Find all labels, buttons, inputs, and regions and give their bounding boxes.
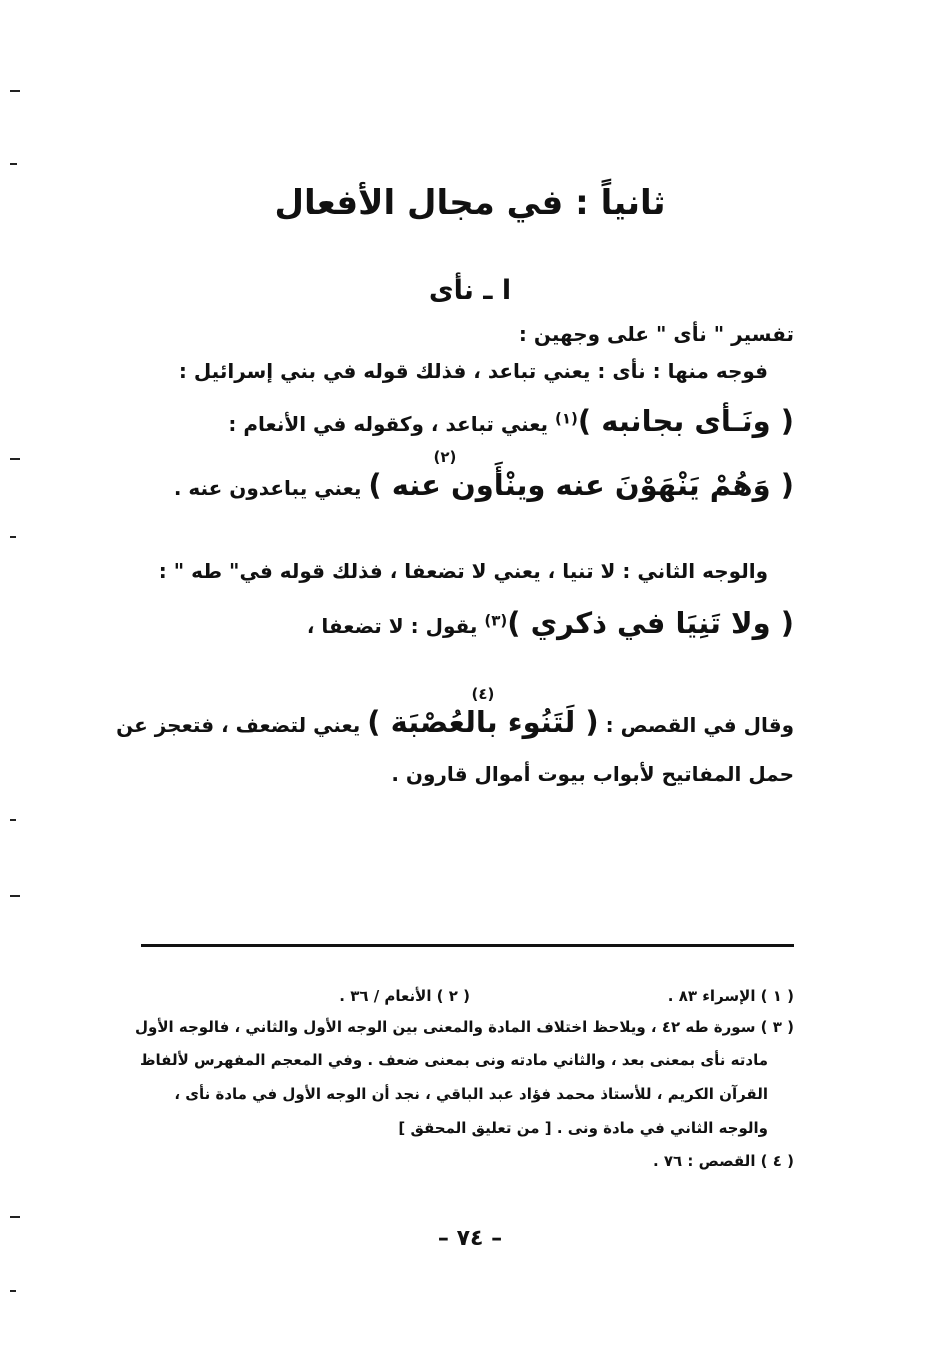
second-face-line: والوجه الثاني : لا تنيا ، يعني لا تضعفا ، فذلك قوله في" طه " : — [158, 559, 768, 583]
qasas-line — [116, 685, 794, 739]
margin-mark — [10, 1216, 20, 1218]
subsection-title: ا ـ نأى — [428, 275, 512, 306]
footnote-ref: (٣) — [484, 611, 508, 630]
margin-mark — [10, 458, 20, 460]
footnote-2: ( ٢ ) الأنعام / ٣٦ . — [339, 987, 470, 1005]
margin-mark — [10, 536, 16, 538]
footnote-ref: (٢) — [433, 448, 457, 466]
second-face-quote-line — [307, 606, 794, 640]
first-face-quote-line — [228, 404, 794, 438]
quran-quote: ( ولا تَنِيَا في ذكري ) — [507, 606, 794, 640]
first-face-line: فوجه منها : نأى : يعني تباعد ، فذلك قوله في بني إسرائيل : — [178, 359, 768, 383]
body-text: يقول : لا تضعفا ، — [306, 614, 478, 638]
footnote-ref: (٤) — [471, 685, 495, 703]
qasas-line-2: حمل المفاتيح لأبواب بيوت أموال قارون . — [391, 762, 794, 786]
footnote-ref: (١) — [555, 409, 578, 428]
body-text: يعني يباعدون عنه . — [173, 476, 362, 500]
footnote-3-cont: القرآن الكريم ، للأستاذ محمد فؤاد عبد الباقي ، نجد أن الوجه الأول في مادة نأى ، — [174, 1085, 768, 1103]
footnote-3: ( ٣ ) سورة طه ٤٢ ، ويلاحظ اختلاف المادة والمعنى بين الوجه الأول والثاني ، فالوجه الأول — [135, 1018, 794, 1036]
margin-mark — [10, 163, 17, 165]
page-number: – ٧٤ – — [437, 1226, 503, 1251]
quran-quote-text: ( لَتَنُوء بالعُصْبَة ) — [367, 705, 599, 739]
section-title: ثانياً : في مجال الأفعال — [274, 183, 666, 223]
margin-mark — [10, 819, 16, 821]
footnote-3-cont: والوجه الثاني في مادة ونى . [ من تعليق المحقق ] — [398, 1119, 768, 1137]
footnote-divider — [141, 944, 794, 947]
margin-mark — [10, 1290, 16, 1292]
quran-quote-text: ( وَهُمْ يَنْهَوْنَ عنه وينْأَون عنه ) — [368, 468, 794, 502]
body-text: وقال في القصص : — [605, 713, 794, 737]
margin-mark — [10, 90, 20, 92]
footnote-3-cont: مادته نأى بمعنى بعد ، والثاني مادته ونى بمعنى ضعف . وفي المعجم المفهرس لألفاظ — [139, 1051, 768, 1069]
second-quote-line — [173, 448, 794, 502]
quran-quote — [367, 685, 599, 739]
intro-line: تفسير " نأى " على وجهين : — [518, 322, 794, 346]
footnote-4: ( ٤ ) القصص : ٧٦ . — [652, 1152, 794, 1170]
footnote-1: ( ١ ) الإسراء ٨٣ . — [667, 987, 794, 1005]
margin-mark — [10, 895, 20, 897]
body-text: يعني لتضعف ، فتعجز عن — [116, 713, 361, 737]
quran-quote — [368, 448, 794, 502]
quran-quote: ( ونَـأى بجانبه ) — [577, 404, 794, 438]
body-text: يعني تباعد ، وكقوله في الأنعام : — [228, 412, 549, 436]
